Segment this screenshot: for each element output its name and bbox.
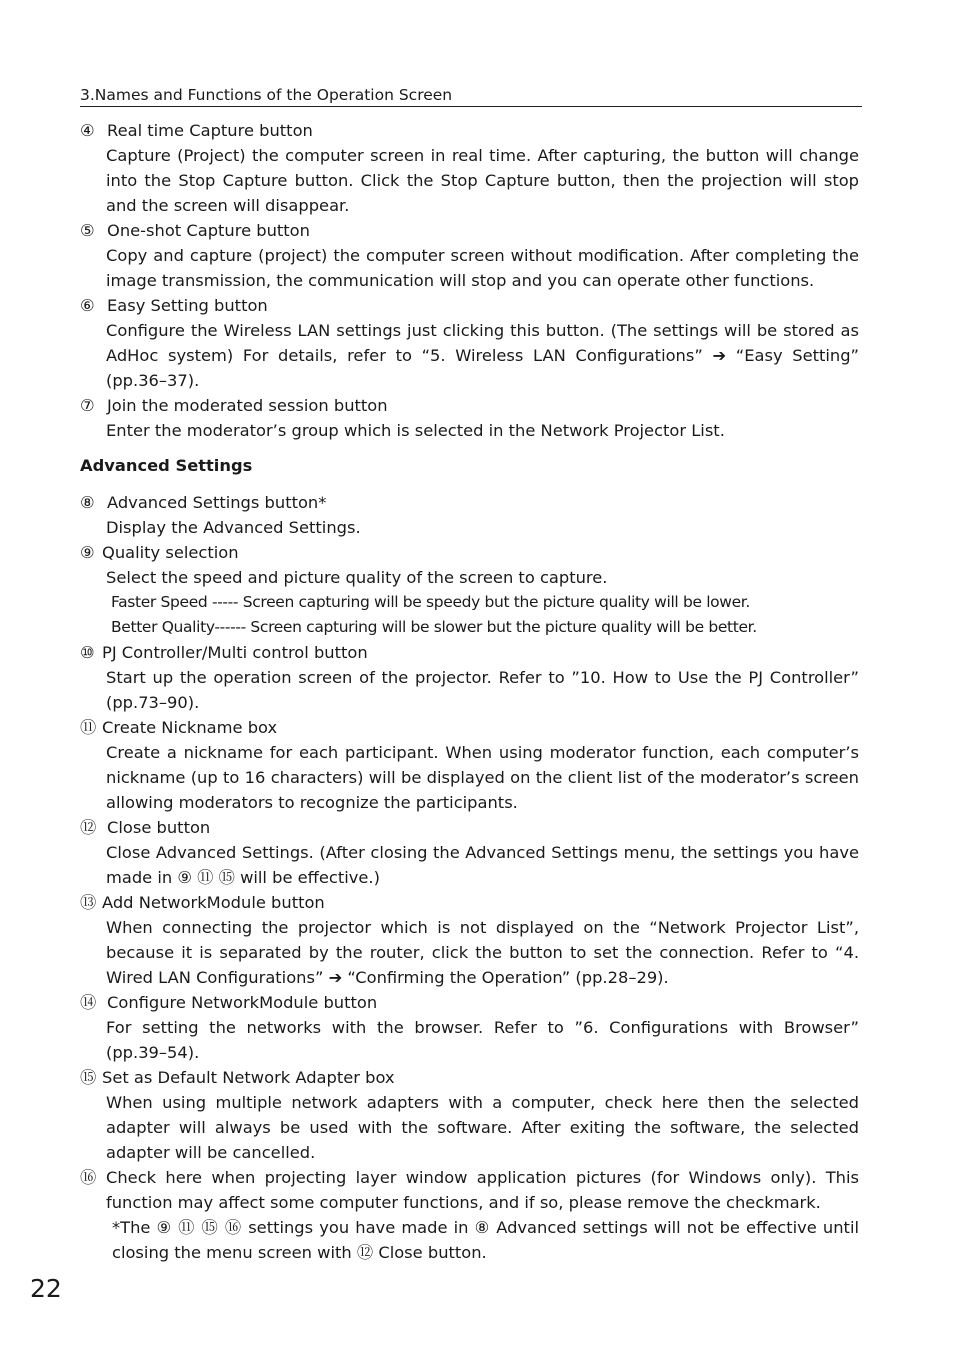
item-5	[80, 218, 859, 293]
item-description: Display the Advanced Settings.	[106, 518, 361, 537]
item-title: One-shot Capture button	[107, 221, 310, 240]
page-number: 22	[30, 1274, 62, 1303]
settings-note: *The ⑨ ⑪ ⑮ ⑯ settings you have made in ⑧ Advanced settings will not be effective until closing the menu screen with ⑫ Close button.	[112, 1218, 859, 1262]
item-number: ⑪	[80, 718, 97, 737]
item-description: When connecting the projector which is not displayed on the “Network Projector List”, because it is separated by the router, click the button to set the connection. Refer to “4. Wired LAN Configurations” ➔ “Confirming the Operation” (pp.28–29).	[106, 918, 859, 987]
item-number: ⑮	[80, 1068, 97, 1087]
item-description: Configure the Wireless LAN settings just clicking this button. (The settings will be stored as AdHoc system) For details, refer to “5. Wireless LAN Configurations” ➔ “Easy Setting” (pp.36–37).	[106, 321, 859, 390]
item-description: Select the speed and picture quality of the screen to capture.	[106, 568, 608, 587]
quality-option-better-quality: Better Quality------ Screen capturing will be slower but the picture quality will be better.	[111, 618, 757, 636]
item-number: ⑦	[80, 396, 95, 415]
item-title: PJ Controller/Multi control button	[102, 643, 368, 662]
item-title: Create Nickname box	[102, 718, 278, 737]
item-12	[80, 815, 859, 890]
item-title: Join the moderated session button	[107, 396, 388, 415]
item-number: ⑬	[80, 893, 97, 912]
item-description: When using multiple network adapters with a computer, check here then the selected adapter will always be used with the software. After exiting the software, the selected adapter will be cancelled.	[106, 1093, 859, 1162]
item-number: ⑩	[80, 643, 95, 662]
item-description: Start up the operation screen of the projector. Refer to ”10. How to Use the PJ Controller” (pp.73–90).	[106, 668, 859, 712]
item-8	[80, 490, 859, 540]
item-13	[80, 890, 859, 990]
item-number: ⑥	[80, 296, 95, 315]
item-4	[80, 118, 859, 218]
item-number: ⑯	[80, 1168, 97, 1187]
item-number: ⑨	[80, 543, 95, 562]
item-description: Close Advanced Settings. (After closing the Advanced Settings menu, the settings you have made in ⑨ ⑪ ⑮ will be effective.)	[106, 843, 859, 887]
item-title: Add NetworkModule button	[102, 893, 325, 912]
item-16	[80, 1165, 859, 1215]
item-14	[80, 990, 859, 1065]
item-15	[80, 1065, 859, 1165]
item-title: Easy Setting button	[107, 296, 268, 315]
item-description: Copy and capture (project) the computer screen without modification. After completing the image transmission, the communication will stop and you can operate other functions.	[106, 246, 859, 290]
item-6	[80, 293, 859, 393]
section-heading-advanced-settings: Advanced Settings	[80, 456, 253, 475]
main-content	[80, 118, 859, 1265]
item-9	[80, 540, 859, 640]
page-header: 3.Names and Functions of the Operation Screen	[80, 86, 862, 107]
item-number: ⑫	[80, 818, 97, 837]
item-title: Configure NetworkModule button	[107, 993, 378, 1012]
item-description: For setting the networks with the browser. Refer to ”6. Configurations with Browser” (pp.39–54).	[106, 1018, 859, 1062]
item-10	[80, 640, 859, 715]
item-description: Enter the moderator’s group which is selected in the Network Projector List.	[106, 421, 725, 440]
quality-option-faster-speed: Faster Speed ----- Screen capturing will be speedy but the picture quality will be lower.	[111, 593, 750, 611]
item-7	[80, 393, 859, 443]
item-number: ⑭	[80, 993, 97, 1012]
item-11	[80, 715, 859, 815]
item-title: Close button	[107, 818, 211, 837]
item-number: ⑧	[80, 493, 95, 512]
item-title: Quality selection	[102, 543, 239, 562]
item-description: Create a nickname for each participant. When using moderator function, each computer’s nickname (up to 16 characters) will be displayed on the client list of the moderator’s screen allowing moderators to recognize the participants.	[106, 743, 859, 812]
item-title: Advanced Settings button*	[107, 493, 327, 512]
item-title: Real time Capture button	[107, 121, 313, 140]
item-description: Capture (Project) the computer screen in real time. After capturing, the button will change into the Stop Capture button. Click the Stop Capture button, then the projection will stop and the screen will disappear.	[106, 146, 859, 215]
item-number: ⑤	[80, 221, 95, 240]
item-title: Set as Default Network Adapter box	[102, 1068, 395, 1087]
item-description: Check here when projecting layer window application pictures (for Windows only). This function may affect some computer functions, and if so, please remove the checkmark.	[106, 1168, 859, 1212]
item-number: ④	[80, 121, 95, 140]
